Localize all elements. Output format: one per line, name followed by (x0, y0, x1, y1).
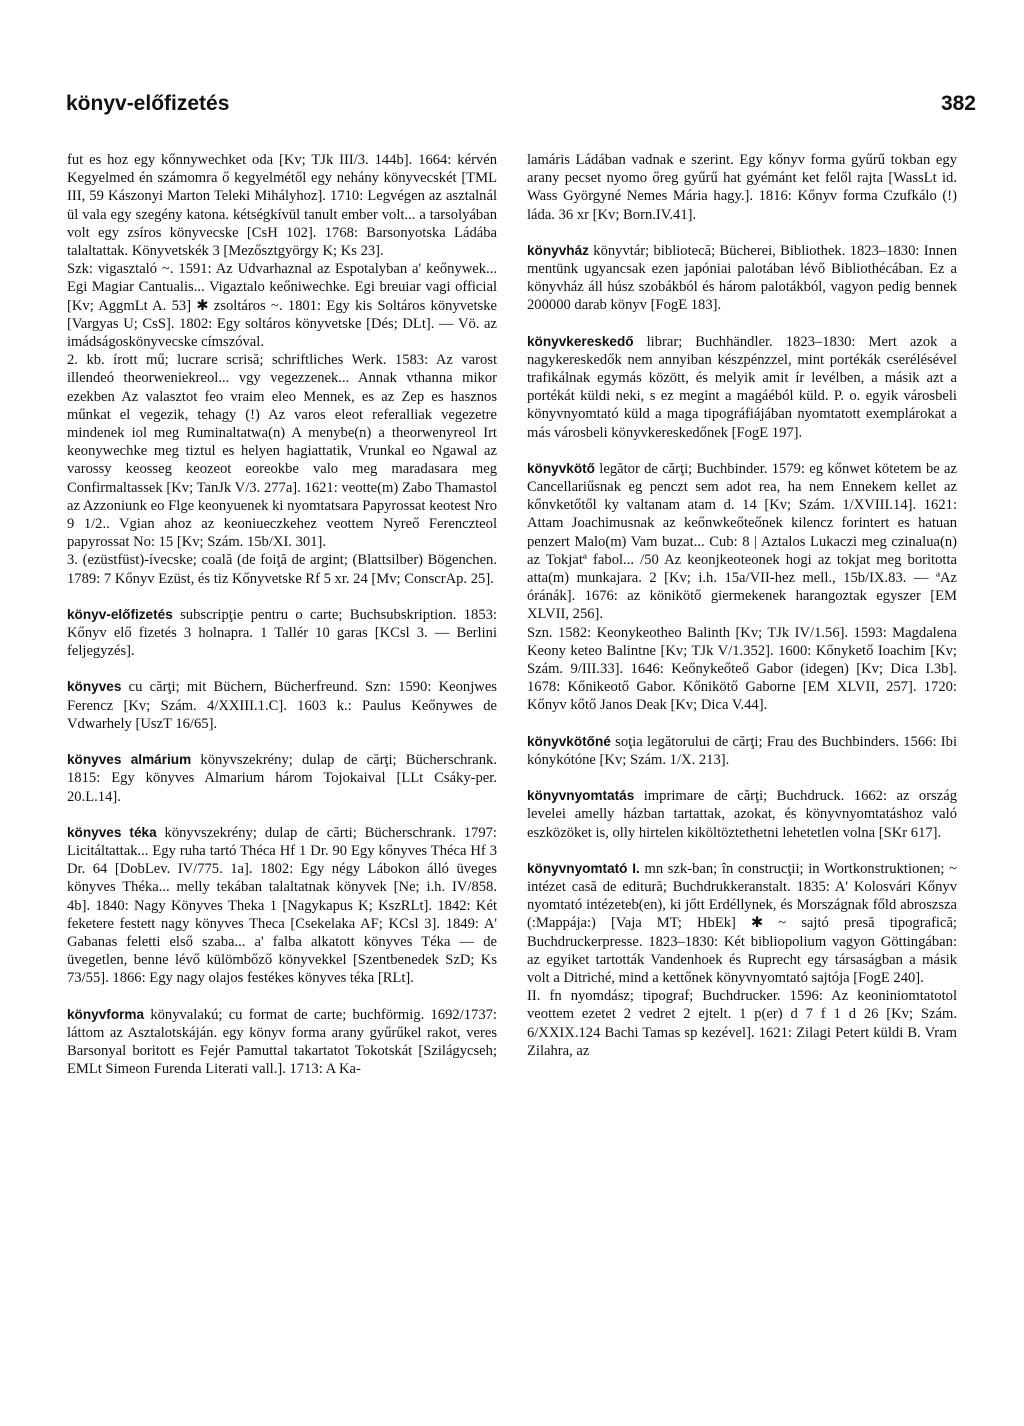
entry-text: Szk: vigasztaló ~. 1591: Az Udvarhaznal az Espotalyban a' keőnywek... Egi Magiar Cantualis... Vigaztalo keőniwechke. Egi breuiar vagi official [Kv; AggmLt A. 53] ✱ zsoltáros ~. 1801: Egy kis Soltáros könyvetske [Vargyas U; CsS]. 1802: Egy soltáros könyvetske [Dés; DLt]. — Vö. az imádságoskönyvecske címszóval. (67, 261, 497, 351)
entry-headword: könyvkötőné (527, 733, 611, 749)
dictionary-entry (527, 460, 957, 624)
entry-paragraph (67, 260, 497, 351)
entry-text: imprimare de cărţi; Buchdruck. 1662: az ország levelei amelly házban tartattak, azokat, és könyvnyomtatáshoz való eszközöket is, olly hirtelen kiköltöztethetni lehetetlen volna [SKr 617]. (527, 788, 957, 841)
dictionary-entry (67, 678, 497, 733)
entry-paragraph (67, 551, 497, 587)
entry-paragraph (527, 624, 957, 715)
entry-headword: könyves téka (67, 824, 157, 840)
dictionary-entry (527, 860, 957, 987)
entry-text: 2. kb. írott mű; lucrare scrisă; schriftliches Werk. 1583: Az varost illendeó theorweniekreol... vgy vegezzenek... Annak vthanna mikor ezekben Az valasztot feo vraim eleo Mennek, es az Zep es hasznos műnkat el vegezik, tehagy (!) Az varos eleot referalliak vegezetre mindenek iol meg Ruminaltatwa(n) A menybe(n) a theorwenyreol Irt keonywechke meg tiztul es helyen hagiattatik, Vrunkal eo Ngawal az varossy keosseg keozeot eoreokbe valo meg maradasara meg Confirmaltassek [Kv; TanJk V/3. 277a]. 1621: veotte(m) Zabo Thamastol az Azzoniunk eo Flge keonyuenek ki nyomtatsara Papyrossat keotest Nro 9 1/2.. Vgian ahoz az keoniueczkehez veottem Nyreő Ferenczteol papyrossat No: 15 [Kv; Szám. 15b/XI. 301]. (67, 352, 497, 551)
entry-headword: könyvkötő (527, 460, 595, 476)
entry-text: legător de cărţi; Buchbinder. 1579: eg kőnwet kötetem be az Cancellariűsnak eg penczt sem adot rea, ha nem Ennekem kellet az kőnvketőtől ky valtanam atam d. 14 [Kv; Szám. 1/XVIII.14]. 1621: Attam Joachimusnak az keőnwkeőteőnek kilencz forintert es hatuan penzert Malo(m) Vam buzat... Cub: 8 | Aztalos Lukaczi meg czinalua(n) az Tokjatª fabol... /50 Az keonjkeoteonek hogi az tokjat meg boritotta atta(m) munkajara. 2 [Kv; i.h. 15a/VII-hez mell., 15b/IX.83. — ªAz óránák]. 1676: az könikötő giermekenek harangoztak egyszer [EM XLVII, 256]. (527, 460, 957, 623)
entry-text: Szn. 1582: Keonykeotheo Balinth [Kv; TJk IV/1.56]. 1593: Magdalena Keony keteo Balintne [Kv; TJk V/1.352]. 1600: Kőnykető Ioachim [Kv; Szám. 9/III.33]. 1646: Keőnykeőteő Gabor (idegen) [Kv; Dica I.3b]. 1678: Kőnikeotő Gabor. Kőnikötő Gaborne [EM XLVII, 257]. 1720: Kőnyv kőtő Janos Deak [Kv; Dica V.44]. (527, 624, 957, 714)
entry-text: soţia legătorului de cărţi; Frau des Buchbinders. 1566: Ibi kónykótóne [Kv; Szám. 1/X. 213]. (527, 733, 957, 768)
entry-paragraph (527, 151, 957, 224)
entry-text: lamáris Ládában vadnak e szerint. Egy kőnyv forma gyűrű tokban egy arany pecset nyomo őreg gyűrű hat gyémánt ket felől rajta [WassLt id. Wass Györgyné Nemes Mária hagy.]. 1816: Kőnyv forma Czufkálo (!) láda. 36 xr [Kv; Born.IV.41]. (527, 152, 957, 223)
dictionary-entry (67, 606, 497, 661)
entry-headword: könyvforma (67, 1006, 145, 1022)
entry-headword: könyvnyomtatás (527, 788, 635, 804)
entry-text: cu cărţi; mit Büchern, Bücherfreund. Szn: 1590: Keonjwes Ferencz [Kv; Szám. 4/XXIII.1.C]. 1603 k.: Paulus Keőnywes de Vdwarhely [UszT 16/65]. (67, 679, 497, 732)
entry-text: subscripţie pentru o carte; Buchsubskription. 1853: Kőnyv elő fizetés 3 holnapra. 1 Tallér 10 garas [KCsl 3. — Berlini feljegyzés]. (67, 606, 497, 660)
dictionary-entry (527, 333, 957, 442)
entry-text: mn szk-ban; în construcţii; in Wortkonstruktionen; ~ intézet casă de editură; Buchdrukkeranstalt. 1835: A' Kolosvári Kőnyv nyomtató intézeteb(en), ki jőtt Erdéllynek, és Mországnak főld abroszsza (:Mappája:) [Vaja MT; HbEk] ✱ ~ sajtó presă tipografică; Buchdruckerpresse. 1823–1830: Két bibliopolium vagyon Göttingában: az egyiket tartották Vandenhoek és Ruprecht egy társaságban a másik volt a Ditriché, mind a kettőnek könyvnyomtató sajtója [FogE 240]. (527, 860, 957, 986)
entry-text: könyvalakú; cu format de carte; buchförmig. 1692/1737: láttom az Asztalotskáján. egy könyv forma arany gyűrűkel rakot, veres Barsonyal boritott es Fejér Pamuttal takartatot Tokotskát [Szilágycseh; EMLt Simeon Furenda Literati vall.]. 1713: A Ka- (67, 1006, 497, 1078)
dictionary-entry (527, 733, 957, 769)
entry-text: II. fn nyomdász; tipograf; Buchdrucker. 1596: Az keoniniomtatotol veottem ezetet 2 vedret 2 ejtelt. 1 p(er) d 7 f 1 d 26 [Kv; Szám. 6/XXIX.124 Bachi Tamas sp kezével]. 1621: Zilagi Petert küldi B. Vram Zilahra, az (527, 988, 957, 1059)
entry-text: librar; Buchhändler. 1823–1830: Mert azok a nagykereskedők nem annyiban készpénzzel, mint portékák cserélésével trafikálnak egymás között, és melyik amit ír levélben, a másik azt a portékát küldi neki, s ez megint a magáéból küld. P. o. egyik városbeli könyvnyomtató küld a maga tipográfiájában nyomtatott exemplárokat a más városbeli könyvkereskedőnek [FogE 197]. (527, 333, 957, 441)
entry-headword: könyves (67, 679, 122, 695)
entry-text: könyvszekrény; dulap de cărţi; Bücherschrank. 1815: Egy könyves Almarium három Tojokaival [LLt Csáky-per. 20.L.14]. (67, 752, 497, 805)
running-header (66, 92, 976, 132)
entry-text: könyvtár; bibliotecă; Bücherei, Bibliothek. 1823–1830: Innen mentünk ugyancsak ezen japóniai palotában lévő Bibliothécában. Ez a könyvház áll húsz szobákból és három palotákból, vagyon pedig bennek 200000 darab könyv [FogE 183]. (527, 242, 957, 314)
left-column (67, 151, 497, 1078)
dictionary-entry (527, 787, 957, 842)
entry-text: fut es hoz egy kőnnywechket oda [Kv; TJk III/3. 144b]. 1664: kérvén Kegyelmed én számomra ő kegyelmétől egy nehány könyvecskét [TML III, 59 Kászonyi Marton Teleki Mihályhoz]. 1710: Legvégen az asztalnál ül vala egy szegény katona. kétségkívül tanult ember volt... a tarsolyában volt egy zsíros könyvecske [CsH 102]. 1768: Barsonyotska Ládába talaltattak. Könyvetskék 3 [Mezősztgyörgy K; Ks 23]. (67, 152, 497, 260)
dictionary-entry (67, 1006, 497, 1079)
entry-paragraph (527, 987, 957, 1060)
entry-paragraph (67, 351, 497, 551)
entry-headword: könyvház (527, 242, 589, 258)
entry-headword: könyv-előfizetés (67, 606, 173, 622)
entry-headword: könyvkereskedő (527, 333, 634, 349)
page-number: 382 (940, 92, 976, 115)
entry-text: könyvszekrény; dulap de cărti; Bücherschrank. 1797: Licitáltattak... Egy ruha tartó Théca Hf 1 Dr. 90 Egy kőnyves Théca Hf 3 Dr. 64 [DobLev. IV/775. 1a]. 1802: Egy négy Lábokon álló üveges könyves Théka... melly tekában talaltatnak könyvek [Ne; i.h. IV/858. 4b]. 1840: Nagy Könyves Theka 1 [Nagykapus K; KszRLt]. 1842: Két feketere festett nagy könyves Theca [Csekelaka AF; KCsl 3]. 1849: A' Gabanas feletti első szaba... a' falba alkatott könyves Téka — de üvegetlen, benne lévő külömbőző könyvekkel [Szentbenedek SzD; Ks 73/55]. 1866: Egy nagy olajos festékes könyves téka [RLt]. (67, 824, 497, 987)
entry-headword: könyvnyomtató I. (527, 860, 640, 876)
entry-text: 3. (ezüstfüst)-ívecske; coală (de foiţă de argint; (Blattsilber) Bögenchen. 1789: 7 Kőnyv Ezüst, és tiz Kőnyvetske Rf 5 xr. 24 [Mv; ConscrAp. 25]. (67, 552, 497, 587)
entry-headword: könyves almárium (67, 752, 192, 768)
running-headword: könyv-előfizetés (66, 92, 230, 115)
entry-paragraph (67, 151, 497, 260)
right-column (527, 151, 957, 1060)
dictionary-entry (527, 242, 957, 315)
dictionary-entry (67, 751, 497, 806)
dictionary-entry (67, 824, 497, 988)
